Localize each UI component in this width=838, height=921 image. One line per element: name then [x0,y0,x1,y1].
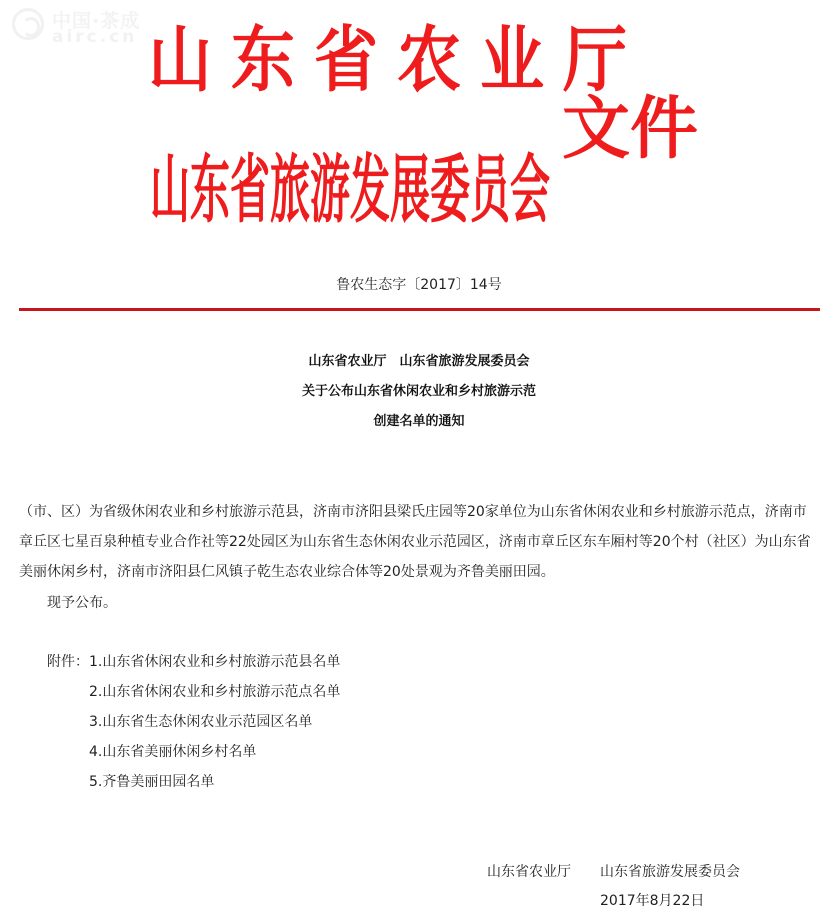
title-line-1: 山东省农业厅 山东省旅游发展委员会 [308,354,530,369]
body-line: 章丘区七星百泉种植专业合作社等22处园区为山东省生态休闲农业示范园区，济南市章丘区东车厢村等20个村（社区）为山东省 [19,534,811,550]
issuer-line-1: 山东省农业厅 [148,19,646,103]
watermark-logo [8,4,143,48]
watermark-en-text: airc.cn [52,27,138,47]
issuer-line-2: 山东省旅游发展委员会 [150,148,550,234]
attachment-item: 2.山东省休闲农业和乡村旅游示范点名单 [89,684,341,700]
signature-org-1: 山东省农业厅 [487,864,571,880]
attachment-item: 1.山东省休闲农业和乡村旅游示范县名单 [89,654,341,670]
signature-org-2: 山东省旅游发展委员会 [600,864,740,880]
red-divider [19,308,820,311]
logo-icon [12,8,44,40]
attachment-item: 4.山东省美丽休闲乡村名单 [89,744,257,760]
doc-type-label: 文件 [562,90,699,169]
watermark-cn-text: 中国·茶成 [52,10,141,32]
announcement: 现予公布。 [47,595,117,611]
document-number: 鲁农生态字〔2017〕14号 [336,277,502,293]
body-line: （市、区）为省级休闲农业和乡村旅游示范县，济南市济阳县梁氏庄园等20家单位为山东省休闲农业和乡村旅游示范点，济南市 [19,504,807,520]
title-line-3: 创建名单的通知 [373,414,465,429]
attachment-item: 3.山东省生态休闲农业示范园区名单 [89,714,313,730]
title-line-2: 关于公布山东省休闲农业和乡村旅游示范 [301,384,536,399]
body-line: 美丽休闲乡村，济南市济阳县仁风镇子乾生态农业综合体等20处景观为齐鲁美丽田园。 [19,564,555,580]
signature-date: 2017年8月22日 [600,893,705,909]
attachments-label: 附件： [47,654,89,670]
attachment-item: 5.齐鲁美丽田园名单 [89,774,215,790]
